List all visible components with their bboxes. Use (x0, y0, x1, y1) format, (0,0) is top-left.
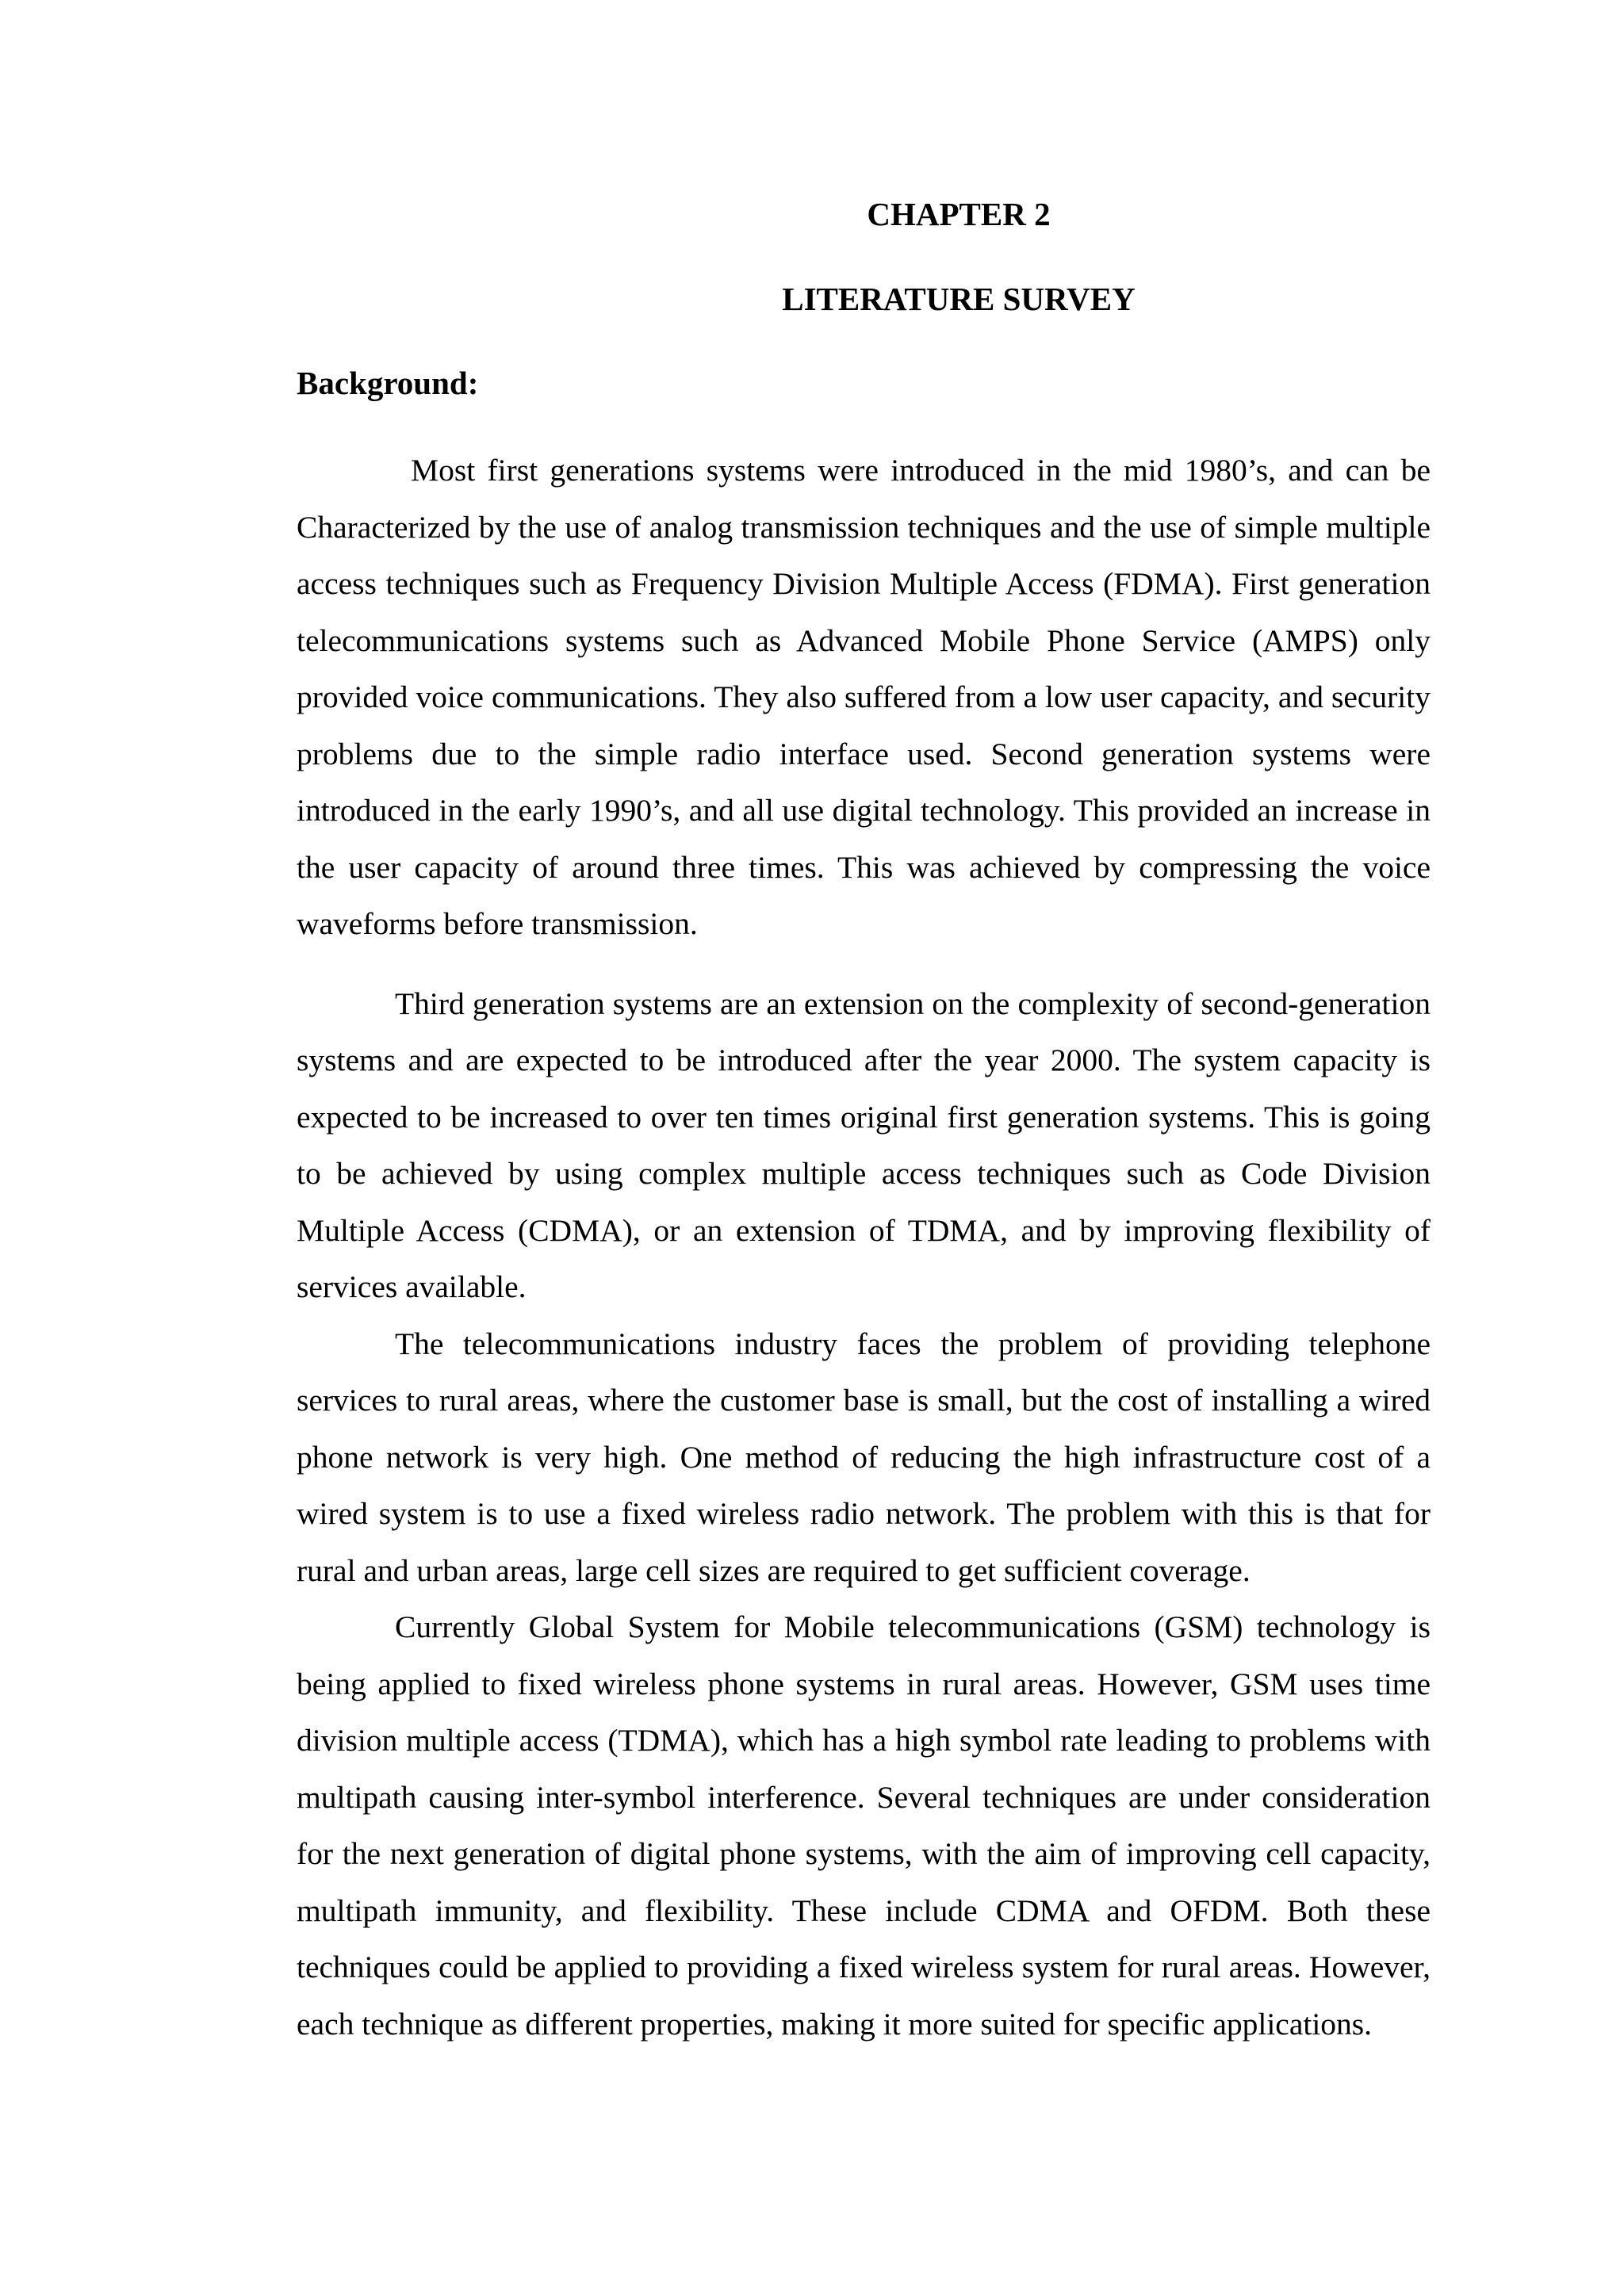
paragraph: Currently Global System for Mobile telecommunications (GSM) technology is being applied to fixed wireless phone systems in rural areas. However, GSM uses time division multiple access (TDMA), which has a high symbol rate leading to problems with multipath causing inter-symbol interference. Several techniques are under consideration for the next generation of digital phone systems, with the aim of improving cell capacity, multipath immunity, and flexibility. These include CDMA and OFDM. Both these techniques could be applied to providing a fixed wireless system for rural areas. However, each technique as different properties, making it more suited for specific applications. (297, 1609, 1431, 2042)
section-heading: Background: (297, 365, 479, 401)
page-content (297, 190, 1431, 2053)
chapter-number: CHAPTER 2 (867, 196, 1051, 232)
chapter-title: LITERATURE SURVEY (782, 281, 1136, 317)
paragraph: The telecommunications industry faces the problem of providing telephone services to rural areas, where the customer base is small, but the cost of installing a wired phone network is very high. One method of reducing the high infrastructure cost of a wired system is to use a fixed wireless radio network. The problem with this is that for rural and urban areas, large cell sizes are required to get sufficient coverage. (297, 1326, 1431, 1588)
paragraph: Third generation systems are an extension on the complexity of second-generation systems and are expected to be introduced after the year 2000. The system capacity is expected to be increased to over ten times original first generation systems. This is going to be achieved by using complex multiple access techniques such as Code Division Multiple Access (CDMA), or an extension of TDMA, and by improving flexibility of services available. (297, 985, 1431, 1304)
paragraph: Most first generations systems were introduced in the mid 1980’s, and can be Characterized by the use of analog transmission techniques and the use of simple multiple access techniques such as Frequency Division Multiple Access (FDMA). First generation telecommunications systems such as Advanced Mobile Phone Service (AMPS) only provided voice communications. They also suffered from a low user capacity, and security problems due to the simple radio interface used. Second generation systems were introduced in the early 1990’s, and all use digital technology. This provided an increase in the user capacity of around three times. This was achieved by compressing the voice waveforms before transmission. (297, 453, 1431, 941)
